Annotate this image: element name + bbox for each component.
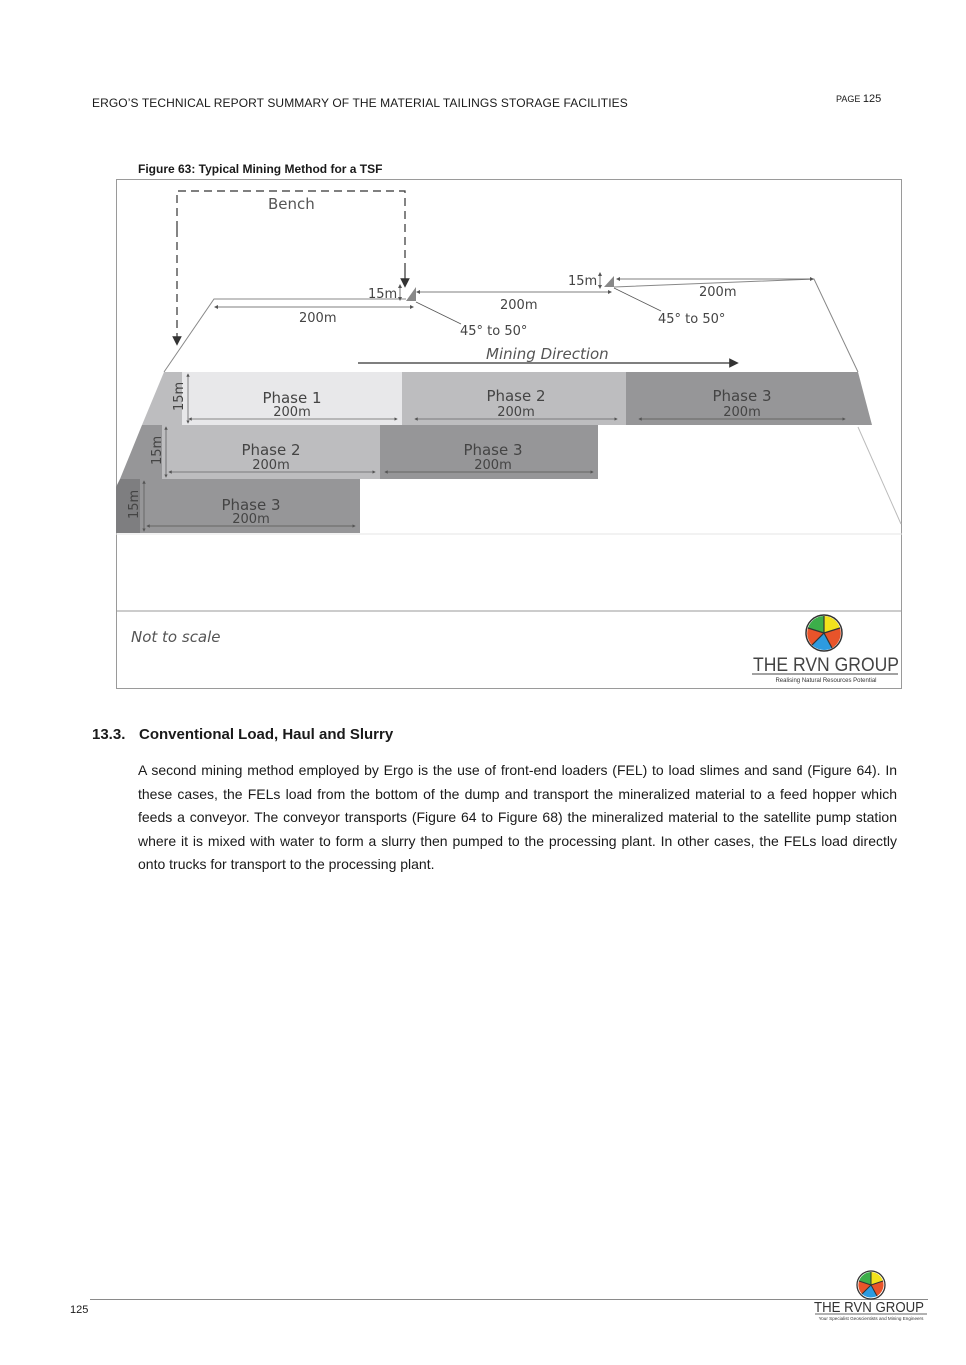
page-prefix: PAGE	[836, 94, 861, 104]
phase-label: Phase 1	[262, 389, 322, 407]
logo-name: THE RVN GROUP	[753, 655, 899, 676]
phase-width: 200m	[232, 512, 270, 527]
phase-label: Phase 3	[463, 441, 523, 459]
footer-logo-name: THE RVN GROUP	[814, 1299, 924, 1316]
phase-label: Phase 3	[712, 387, 772, 405]
angle-label-a: 45° to 50°	[460, 324, 528, 339]
phase-label: Phase 3	[221, 496, 281, 514]
mining-direction-label: Mining Direction	[486, 345, 609, 363]
footer-logo-tagline: Your Specialist Geoscientists and Mining Engineers	[818, 1316, 924, 1321]
footer-divider	[90, 1299, 928, 1300]
angle-label-b: 45° to 50°	[658, 312, 726, 327]
page-label	[836, 93, 881, 105]
page-value: 125	[862, 93, 882, 105]
dim-row1-15m: 15m	[172, 381, 187, 411]
footer-rvn-logo	[813, 1268, 933, 1324]
rvn-logo	[806, 615, 842, 651]
phase-width: 200m	[273, 405, 311, 420]
report-header-title: ERGO’S TECHNICAL REPORT SUMMARY OF THE MATERIAL TAILINGS STORAGE FACILITIES	[92, 96, 628, 110]
phase-width: 200m	[723, 405, 761, 420]
phase-width: 200m	[252, 458, 290, 473]
section-heading	[92, 726, 393, 743]
dim-bench-15m-b: 15m	[568, 274, 598, 289]
dim-top-200m-c: 200m	[699, 285, 737, 300]
footer-page-number: 125	[70, 1304, 89, 1316]
phase-label: Phase 2	[241, 441, 301, 459]
section-number: 13.3.	[92, 726, 126, 743]
dim-bench-15m-a: 15m	[368, 287, 398, 302]
dim-top-200m-b: 200m	[500, 298, 538, 313]
figure-caption: Figure 63: Typical Mining Method for a TSF	[138, 162, 383, 176]
dim-row2-15m: 15m	[150, 435, 165, 465]
section-title: Conventional Load, Haul and Slurry	[139, 726, 394, 743]
bench-label: Bench	[268, 195, 315, 213]
logo-tagline: Realising Natural Resources Potential	[775, 678, 877, 684]
mining-method-diagram	[116, 179, 902, 689]
phase-width: 200m	[474, 458, 512, 473]
dim-top-200m-a: 200m	[299, 311, 337, 326]
dim-row3-15m: 15m	[127, 489, 142, 519]
phase-width: 200m	[497, 405, 535, 420]
phase-label: Phase 2	[486, 387, 546, 405]
body-paragraph: A second mining method employed by Ergo is the use of front-end loaders (FEL) to load slimes and sand (Figure 64). In these cases, the FELs load from the bottom of the dump and transport the mineralized material to a feed hopper which feeds a conveyor. The conveyor transports (Figure 64 to Figure 68) the mineralized material to the satellite pump station where it is mixed with water to form a slurry then pumped to the processing plant. In other cases, the FELs load directly onto trucks for transport to the processing plant.	[138, 762, 897, 872]
not-to-scale-label: Not to scale	[131, 628, 221, 646]
